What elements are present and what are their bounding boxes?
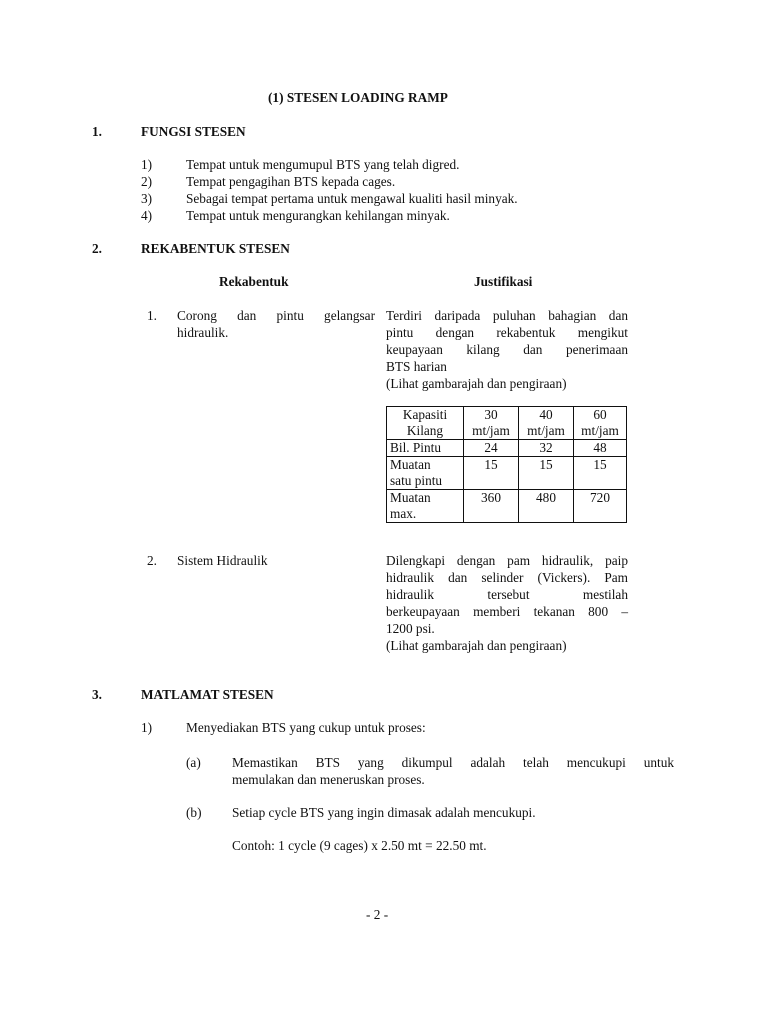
table-row-label: Bil. Pintu	[387, 440, 464, 457]
section-1-heading: FUNGSI STESEN	[141, 124, 246, 139]
table-row	[387, 490, 627, 523]
list-item-number: 3)	[141, 191, 153, 206]
justification-line: pintu dengan rekabentuk mengikut	[386, 325, 628, 340]
design-item-text	[177, 307, 375, 341]
list-item-text: Sebagai tempat pertama untuk mengawal kualiti hasil minyak.	[186, 191, 518, 206]
table-row-label	[387, 457, 464, 490]
design-line: Corong dan pintu gelangsar	[177, 308, 375, 323]
justification-text	[386, 307, 628, 392]
table-header-cell	[464, 407, 519, 440]
list-item-number: 2)	[141, 174, 153, 189]
header-line: 40	[539, 407, 553, 422]
sub-item-label: (a)	[186, 755, 201, 770]
design-item-text: Sistem Hidraulik	[177, 553, 268, 568]
row-label-line: satu pintu	[390, 473, 443, 488]
list-item-number: 1)	[141, 157, 153, 172]
table-cell: 48	[574, 440, 627, 457]
justification-line: hidraulik tersebut mestilah	[386, 587, 628, 602]
table-header-cell	[574, 407, 627, 440]
header-line: 30	[484, 407, 498, 422]
table-row	[387, 457, 627, 490]
header-line: mt/jam	[527, 423, 565, 438]
design-item-number: 2.	[147, 553, 157, 568]
table-header-cell	[519, 407, 574, 440]
justification-text	[386, 552, 628, 654]
row-label-line: Muatan	[390, 490, 431, 505]
header-line: Kapasiti	[402, 407, 448, 422]
list-item-number: 1)	[141, 720, 153, 735]
section-3-number: 3.	[92, 687, 102, 702]
table-row-label	[387, 490, 464, 523]
justification-line: keupayaan kilang dan penerimaan	[386, 342, 628, 357]
table-cell: 15	[574, 457, 627, 490]
header-line: mt/jam	[472, 423, 510, 438]
justification-line: (Lihat gambarajah dan pengiraan)	[386, 638, 567, 653]
header-line: mt/jam	[581, 423, 619, 438]
sub-item-text	[232, 754, 674, 788]
design-item-number: 1.	[147, 308, 157, 323]
table-cell: 720	[574, 490, 627, 523]
list-item-text: Tempat untuk mengurangkan kehilangan minyak.	[186, 208, 450, 223]
table-row	[387, 440, 627, 457]
table-cell: 15	[464, 457, 519, 490]
design-line: hidraulik.	[177, 325, 229, 340]
table-header-row	[387, 407, 627, 440]
justification-line: 1200 psi.	[386, 621, 435, 636]
table-cell: 15	[519, 457, 574, 490]
justification-line: BTS harian	[386, 359, 447, 374]
justification-line: Dilengkapi dengan pam hidraulik, paip	[386, 553, 628, 568]
sub-item-line: Memastikan BTS yang dikumpul adalah telah mencukupi untuk	[232, 755, 674, 770]
capacity-table	[386, 406, 627, 523]
sub-item-line: memulakan dan meneruskan proses.	[232, 772, 425, 787]
page-number: - 2 -	[366, 907, 389, 922]
table-header-cell	[387, 407, 464, 440]
example-text: Contoh: 1 cycle (9 cages) x 2.50 mt = 22.50 mt.	[232, 838, 487, 853]
section-2-heading: REKABENTUK STESEN	[141, 241, 290, 256]
sub-item-label: (b)	[186, 805, 202, 820]
column-header-justification: Justifikasi	[474, 274, 533, 289]
justification-line: hidraulik dan selinder (Vickers). Pam	[386, 570, 628, 585]
section-3-heading: MATLAMAT STESEN	[141, 687, 274, 702]
justification-line: berkeupayaan memberi tekanan 800 –	[386, 604, 628, 619]
header-line: 60	[593, 407, 607, 422]
page-title: (1) STESEN LOADING RAMP	[268, 90, 448, 105]
table-cell: 480	[519, 490, 574, 523]
table-cell: 360	[464, 490, 519, 523]
header-line: Kilang	[406, 423, 444, 438]
section-2-number: 2.	[92, 241, 102, 256]
list-item-number: 4)	[141, 208, 153, 223]
row-label-line: max.	[390, 506, 417, 521]
justification-line: (Lihat gambarajah dan pengiraan)	[386, 376, 567, 391]
sub-item-text: Setiap cycle BTS yang ingin dimasak adalah mencukupi.	[232, 805, 536, 820]
table-cell: 32	[519, 440, 574, 457]
list-item-text: Tempat pengagihan BTS kepada cages.	[186, 174, 396, 189]
row-label-line: Muatan	[390, 457, 431, 472]
justification-line: Terdiri daripada puluhan bahagian dan	[386, 308, 628, 323]
section-1-number: 1.	[92, 124, 102, 139]
list-item-text: Menyediakan BTS yang cukup untuk proses:	[186, 720, 426, 735]
table-cell: 24	[464, 440, 519, 457]
column-header-design: Rekabentuk	[219, 274, 289, 289]
list-item-text: Tempat untuk mengumupul BTS yang telah digred.	[186, 157, 460, 172]
